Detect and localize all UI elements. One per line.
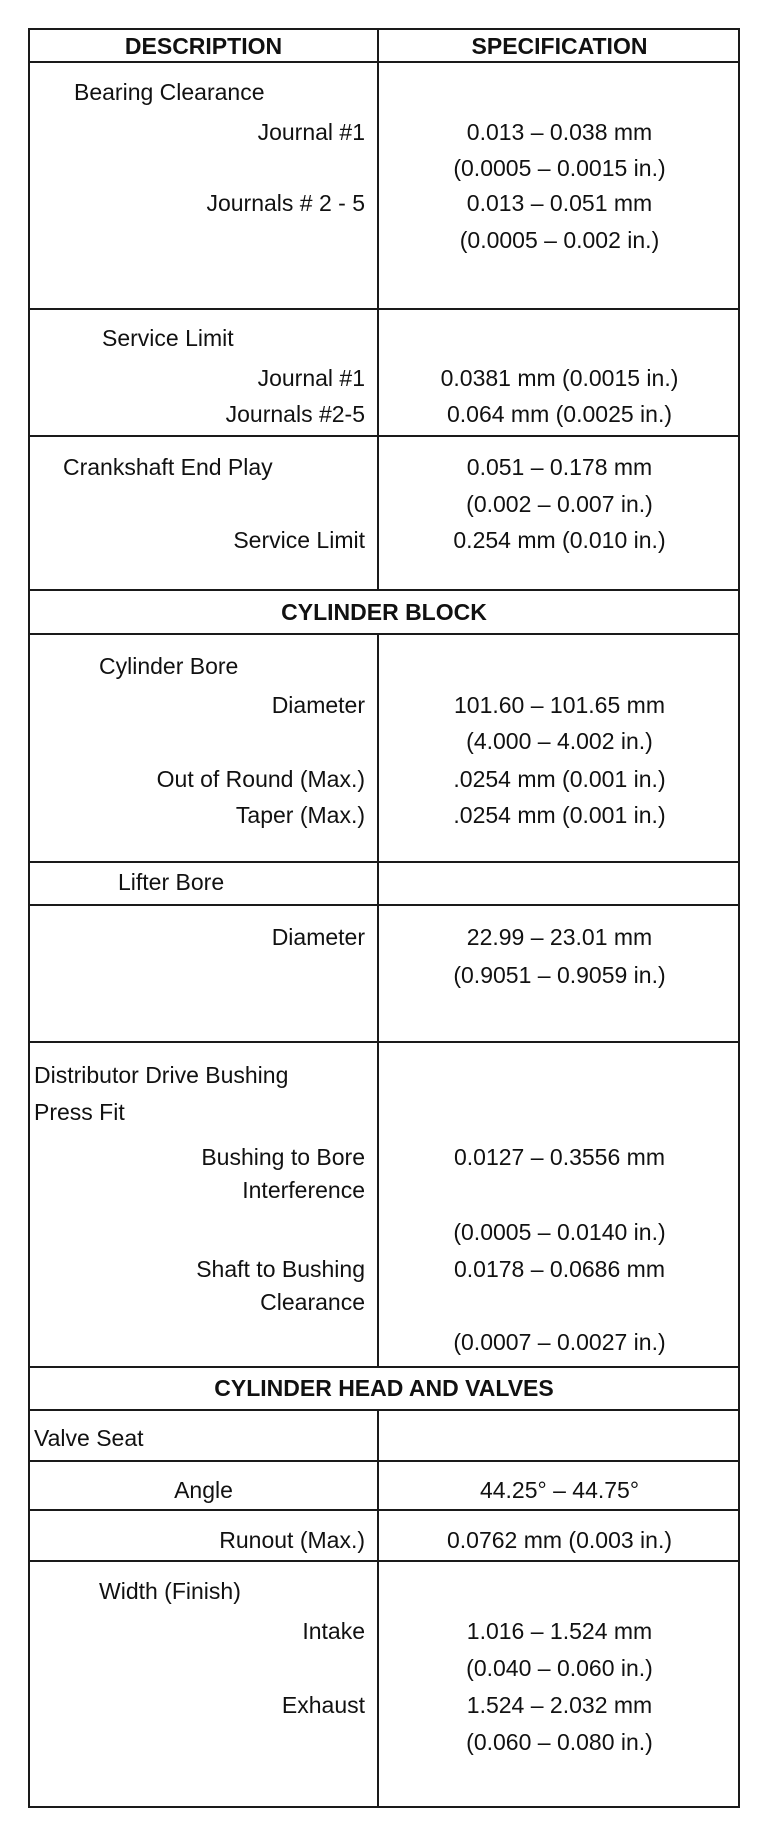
row-divider	[30, 904, 738, 906]
journal1-label: Journal #1	[257, 119, 365, 145]
row-divider	[30, 435, 738, 437]
valve-seat-title: Valve Seat	[34, 1425, 144, 1451]
spec-table	[28, 28, 740, 1808]
end-play-in: (0.002 – 0.007 in.)	[466, 491, 653, 517]
row-divider	[30, 1460, 738, 1462]
runout-value: 0.0762 mm (0.003 in.)	[446, 1527, 672, 1553]
cylinder-block-heading: CYLINDER BLOCK	[281, 599, 487, 625]
row-divider	[30, 1041, 738, 1043]
row-divider	[30, 61, 738, 63]
journals25-mm: 0.013 – 0.051 mm	[466, 190, 653, 216]
cylinder-head-heading: CYLINDER HEAD AND VALVES	[214, 1375, 554, 1401]
journal1-in: (0.0005 – 0.0015 in.)	[453, 155, 666, 181]
intake-label: Intake	[302, 1618, 365, 1644]
out-of-round-value: .0254 mm (0.001 in.)	[453, 766, 666, 792]
service-journal1-value: 0.0381 mm (0.0015 in.)	[440, 365, 679, 391]
shaft-bushing-label-cont: Clearance	[260, 1289, 365, 1315]
service-journals25-label: Journals #2-5	[225, 401, 365, 427]
shaft-bushing-mm: 0.0178 – 0.0686 mm	[454, 1256, 665, 1282]
cylinder-bore-title: Cylinder Bore	[99, 653, 239, 679]
exhaust-mm: 1.524 – 2.032 mm	[466, 1692, 653, 1718]
taper-value: .0254 mm (0.001 in.)	[453, 802, 666, 828]
angle-value: 44.25° – 44.75°	[479, 1477, 640, 1503]
service-journal1-label: Journal #1	[257, 365, 365, 391]
service-limit-title: Service Limit	[102, 325, 234, 351]
row-divider	[30, 308, 738, 310]
header-specification: SPECIFICATION	[471, 33, 648, 59]
exhaust-label: Exhaust	[281, 1692, 365, 1718]
exhaust-in: (0.060 – 0.080 in.)	[466, 1729, 653, 1755]
row-divider	[30, 861, 738, 863]
bushing-bore-label: Bushing to Bore	[201, 1144, 365, 1170]
journals25-in: (0.0005 – 0.002 in.)	[459, 227, 660, 253]
row-divider	[30, 1509, 738, 1511]
end-play-limit-label: Service Limit	[233, 527, 365, 553]
taper-label: Taper (Max.)	[235, 802, 365, 828]
bore-diameter-mm: 101.60 – 101.65 mm	[454, 692, 665, 718]
shaft-bushing-label: Shaft to Bushing	[196, 1256, 365, 1282]
end-play-label: Crankshaft End Play	[63, 454, 273, 480]
out-of-round-label: Out of Round (Max.)	[156, 766, 365, 792]
intake-in: (0.040 – 0.060 in.)	[466, 1655, 653, 1681]
lifter-diameter-mm: 22.99 – 23.01 mm	[466, 924, 653, 950]
bore-diameter-label: Diameter	[271, 692, 365, 718]
bore-diameter-in: (4.000 – 4.002 in.)	[466, 728, 653, 754]
row-divider	[30, 1409, 738, 1411]
shaft-bushing-in: (0.0007 – 0.0027 in.)	[453, 1329, 666, 1355]
width-finish-title: Width (Finish)	[99, 1578, 241, 1604]
bearing-clearance-title: Bearing Clearance	[74, 79, 265, 105]
lifter-bore-title: Lifter Bore	[118, 869, 225, 895]
row-divider	[30, 1560, 738, 1562]
row-divider	[30, 589, 738, 591]
bushing-bore-label-cont: Interference	[242, 1177, 365, 1203]
row-divider	[30, 633, 738, 635]
end-play-mm: 0.051 – 0.178 mm	[466, 454, 653, 480]
bushing-bore-in: (0.0005 – 0.0140 in.)	[453, 1219, 666, 1245]
intake-mm: 1.016 – 1.524 mm	[466, 1618, 653, 1644]
angle-label: Angle	[174, 1477, 233, 1503]
row-divider	[30, 1366, 738, 1368]
press-fit-label: Press Fit	[34, 1099, 125, 1125]
header-description: DESCRIPTION	[124, 33, 283, 59]
journals25-label: Journals # 2 - 5	[206, 190, 365, 216]
journal1-mm: 0.013 – 0.038 mm	[466, 119, 653, 145]
bushing-bore-mm: 0.0127 – 0.3556 mm	[454, 1144, 665, 1170]
lifter-diameter-in: (0.9051 – 0.9059 in.)	[453, 962, 666, 988]
lifter-diameter-label: Diameter	[271, 924, 365, 950]
runout-label: Runout (Max.)	[219, 1527, 365, 1553]
end-play-limit-value: 0.254 mm (0.010 in.)	[453, 527, 666, 553]
distributor-title: Distributor Drive Bushing	[34, 1062, 289, 1088]
service-journals25-value: 0.064 mm (0.0025 in.)	[446, 401, 672, 427]
